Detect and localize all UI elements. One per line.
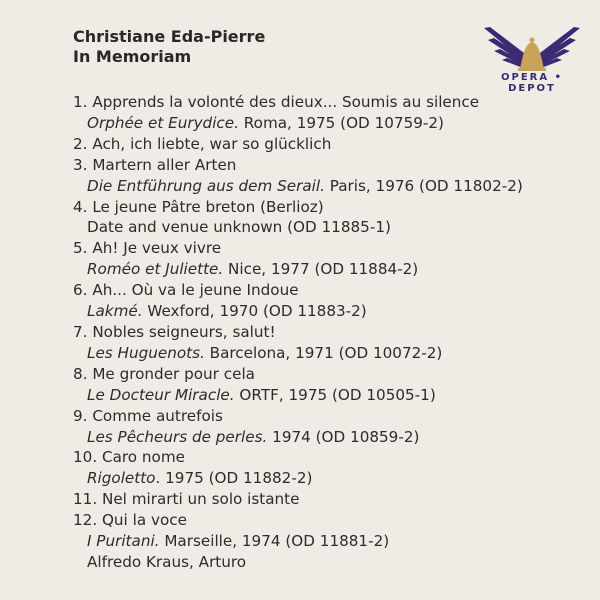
track-title: 5. Ah! Je veux vivre	[73, 239, 222, 258]
track-title: 10. Caro nome	[73, 448, 185, 467]
track-detail	[73, 385, 593, 406]
recording-info: Date and venue unknown (OD 11885-1)	[87, 218, 391, 237]
recording-info: 1974 (OD 10859-2)	[267, 427, 420, 446]
work-title: Roméo et Juliette.	[87, 260, 224, 279]
album-subtitle: In Memoriam	[73, 47, 192, 66]
artist-name: Christiane Eda-Pierre	[73, 27, 266, 46]
track-detail	[73, 343, 593, 364]
opera-depot-logo	[478, 18, 586, 98]
track-title: 8. Me gronder pour cela	[73, 364, 255, 383]
track-detail	[73, 259, 593, 280]
performer-credit: Alfredo Kraus, Arturo	[87, 552, 247, 571]
winged-bell-icon	[478, 18, 586, 74]
track-detail	[73, 531, 593, 552]
work-title: Die Entführung aus dem Serail.	[87, 176, 325, 195]
track-detail	[73, 176, 593, 197]
recording-info: Roma, 1975 (OD 10759-2)	[238, 113, 444, 132]
track-title: 9. Comme autrefois	[73, 406, 223, 425]
work-title: Rigoletto	[87, 469, 156, 488]
recording-info: Wexford, 1970 (OD 11883-2)	[142, 302, 367, 321]
track-detail	[73, 113, 593, 134]
recording-info: . 1975 (OD 11882-2)	[155, 469, 313, 488]
recording-info: Barcelona, 1971 (OD 10072-2)	[204, 343, 443, 362]
track-title: 7. Nobles seigneurs, salut!	[73, 322, 276, 341]
track-title: 1. Apprends la volonté des dieux... Soumis au silence	[73, 93, 480, 111]
work-title: Les Huguenots.	[87, 343, 205, 362]
recording-info: Nice, 1977 (OD 11884-2)	[223, 260, 419, 279]
work-title: Les Pêcheurs de perles.	[87, 427, 268, 446]
work-title: I Puritani.	[87, 532, 160, 551]
track-detail	[73, 427, 593, 448]
track-detail	[73, 301, 593, 322]
work-title: Le Docteur Miracle.	[87, 385, 235, 404]
track-title: 4. Le jeune Pâtre breton (Berlioz)	[73, 197, 324, 216]
album-header	[73, 27, 265, 67]
recording-info: Paris, 1976 (OD 11802-2)	[324, 176, 523, 195]
work-title: Lakmé.	[87, 302, 143, 321]
track-list	[73, 92, 593, 573]
track-title: 12. Qui la voce	[73, 511, 187, 530]
track-title: 2. Ach, ich liebte, war so glücklich	[73, 134, 332, 153]
work-title: Orphée et Eurydice.	[87, 113, 239, 132]
track-detail	[73, 217, 593, 238]
track-title: 11. Nel mirarti un solo istante	[73, 490, 300, 509]
recording-info: Marseille, 1974 (OD 11881-2)	[159, 532, 390, 551]
logo-text: OPERA • DEPOT	[501, 72, 563, 94]
recording-info: ORTF, 1975 (OD 10505-1)	[234, 385, 436, 404]
track-title: 3. Martern aller Arten	[73, 155, 237, 174]
track-detail	[73, 468, 593, 489]
track-title: 6. Ah... Où va le jeune Indoue	[73, 281, 299, 300]
